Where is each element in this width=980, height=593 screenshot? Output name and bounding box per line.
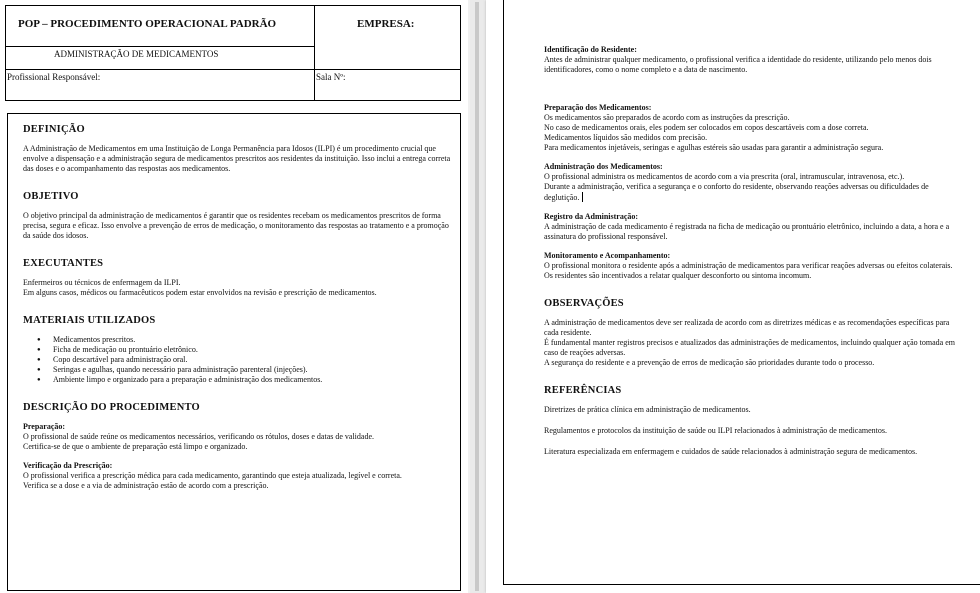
preparacao-line: O profissional de saúde reúne os medicamentos necessários, verificando os rótulos, doses e datas de validade. — [23, 432, 375, 441]
subsection-title-preparacao-medicamentos: Preparação dos Medicamentos: — [544, 103, 652, 112]
executantes-line: Enfermeiros ou técnicos de enfermagem da ILPI. — [23, 278, 181, 287]
registro-text: A administração de cada medicamento é registrada na ficha de medicação ou prontuário eletrônico, incluindo a data, a hora e a assinatura do profissional responsável. — [544, 222, 950, 241]
vertical-scrollbar[interactable] — [475, 2, 479, 591]
reference-item: Literatura especializada em enfermagem e cuidados de saúde relacionados à administração segura de medicamentos. — [544, 447, 918, 456]
room-label: Sala Nº: — [316, 72, 346, 82]
prep-med-line: Os medicamentos são preparados de acordo com as instruções da prescrição. — [544, 113, 790, 122]
document-page-1 — [0, 0, 468, 593]
adm-line-text: Durante a administração, verifica a segurança e o conforto do residente, observando reações adversas ou dificuldades de deglutição. — [544, 182, 929, 202]
preparacao-line: Certifica-se de que o ambiente de preparação está limpo e organizado. — [23, 442, 248, 451]
subsection-title-monitoramento: Monitoramento e Acompanhamento: — [544, 251, 671, 260]
monitor-line: Os residentes são incentivados a relatar qualquer desconforto ou sintoma incomum. — [544, 271, 812, 280]
objetivo-text: O objetivo principal da administração de medicamentos é garantir que os residentes recebam os medicamentos prescritos de forma precisa, segura e eficaz. Isso envolve a prevenção de erros de medicação, o monitoramento das respostas ao tratamento e a promoção da saúde dos idosos. — [23, 211, 449, 240]
list-item: ● Copo descartável para administração oral. — [37, 355, 453, 365]
obs-line: É fundamental manter registros precisos e atualizados das administrações de medicamentos, incluindo qualquer ação tomada em caso de reações adversas. — [544, 338, 955, 357]
document-subtitle: ADMINISTRAÇÃO DE MEDICAMENTOS — [54, 49, 219, 59]
header-divider-title — [6, 46, 314, 47]
subsection-title-preparacao: Preparação: — [23, 422, 66, 431]
section-title-observacoes: OBSERVAÇÕES — [544, 298, 624, 309]
identificacao-text: Antes de administrar qualquer medicamento, o profissional verifica a identidade do residente, utilizando pelo menos dois identificadores, como o nome completo e a data de nascimento. — [544, 55, 932, 74]
list-item: ● Ambiente limpo e organizado para a preparação e administração dos medicamentos. — [37, 375, 453, 385]
adm-line: O profissional administra os medicamentos de acordo com a via prescrita (oral, intramuscular, intravenosa, etc.). — [544, 172, 905, 181]
prep-med-line: Para medicamentos injetáveis, seringas e agulhas estéreis são usadas para garantir a administração segura. — [544, 143, 884, 152]
subsection-title-verificacao: Verificação da Prescrição: — [23, 461, 113, 470]
section-title-materiais: MATERIAIS UTILIZADOS — [23, 315, 156, 326]
responsible-label: Profissional Responsável: — [7, 72, 101, 82]
reference-item: Diretrizes de prática clínica em administração de medicamentos. — [544, 405, 751, 414]
header-table — [5, 5, 461, 101]
reference-item: Regulamentos e protocolos da instituição de saúde ou ILPI relacionados à administração de medicamentos. — [544, 426, 888, 435]
text-cursor — [582, 192, 583, 202]
obs-line: A segurança do residente e a prevenção de erros de medicação são prioridades durante todo o processo. — [544, 358, 875, 367]
materiais-list — [23, 335, 453, 385]
page2-content — [544, 45, 962, 457]
section-title-descricao: DESCRIÇÃO DO PROCEDIMENTO — [23, 402, 200, 413]
document-title: POP – PROCEDIMENTO OPERACIONAL PADRÃO — [18, 18, 277, 30]
subsection-title-identificacao: Identificação do Residente: — [544, 45, 637, 54]
list-item: ● Medicamentos prescritos. — [37, 335, 453, 345]
section-title-definicao: DEFINIÇÃO — [23, 124, 85, 135]
section-title-executantes: EXECUTANTES — [23, 258, 104, 269]
page1-content-box — [7, 113, 461, 591]
obs-line: A administração de medicamentos deve ser realizada de acordo com as diretrizes médicas e as recomendações específicas para cada residente. — [544, 318, 950, 337]
section-title-referencias: REFERÊNCIAS — [544, 385, 622, 396]
verificacao-line: O profissional verifica a prescrição médica para cada medicamento, garantindo que esteja atualizada, legível e correta. — [23, 471, 402, 480]
list-item: ● Seringas e agulhas, quando necessário para administração parenteral (injeções). — [37, 365, 453, 375]
company-label: EMPRESA: — [357, 18, 415, 30]
verificacao-line: Verifica se a dose e a via de administração estão de acordo com a prescrição. — [23, 481, 269, 490]
prep-med-line: Medicamentos líquidos são medidos com precisão. — [544, 133, 708, 142]
section-title-objetivo: OBJETIVO — [23, 191, 79, 202]
definicao-text: A Administração de Medicamentos em uma Instituição de Longa Permanência para Idosos (ILPI) é um procedimento crucial que envolve a dispensação e a administração segura de medicamentos prescritos aos residentes da instituição. Isso inclui a entrega correta das doses e o acompanhamento das respostas aos medicamentos. — [23, 144, 451, 173]
page1-content — [23, 122, 453, 491]
header-divider-vertical — [314, 6, 315, 100]
subsection-title-administracao: Administração dos Medicamentos: — [544, 162, 663, 171]
header-divider-horizontal — [6, 69, 460, 70]
page-gap — [470, 0, 484, 593]
adm-line — [544, 182, 962, 203]
executantes-line: Em alguns casos, médicos ou farmacêuticos podem estar envolvidos na revisão e prescrição de medicamentos. — [23, 288, 377, 297]
list-item: ● Ficha de medicação ou prontuário eletrônico. — [37, 345, 453, 355]
document-page-2 — [486, 0, 980, 593]
subsection-title-registro: Registro da Administração: — [544, 212, 639, 221]
prep-med-line: No caso de medicamentos orais, eles podem ser colocados em copos descartáveis com a dose correta. — [544, 123, 869, 132]
monitor-line: O profissional monitora o residente após a administração de medicamentos para verificar reações adversas ou efeitos colaterais. — [544, 261, 953, 270]
